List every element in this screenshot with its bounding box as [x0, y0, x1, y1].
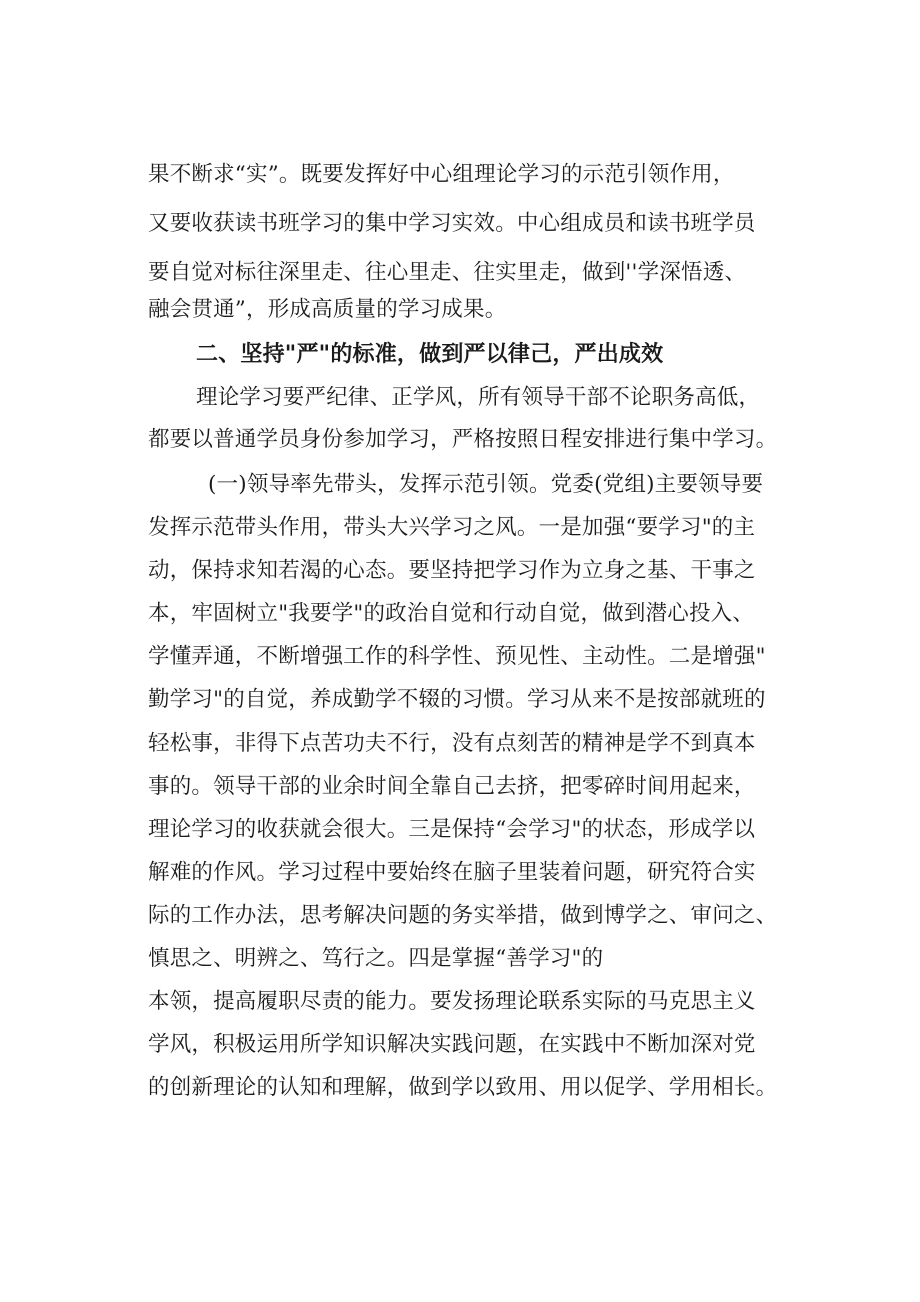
paragraph-3-line-5: 学懂弄通，不断增强工作的科学性、预见性、主动性。二是增强" [148, 644, 766, 669]
paragraph-3-line-8: 事的。领导干部的业余时间全靠自己去挤，把零碎时间用起来， [148, 774, 756, 799]
paragraph-3-line-2: 发挥示范带头作用，带头大兴学习之风。一是加强“要学习"的主 [148, 515, 756, 540]
paragraph-4-line-2: 学风，积极运用所学知识解决实践问题，在实践中不断加深对党 [148, 1032, 756, 1057]
paragraph-3-line-10: 解难的作风。学习过程中要始终在脑子里装着问题，研究符合实 [148, 860, 756, 885]
paragraph-3-line-7: 轻松事，非得下点苦功夫不行，没有点刻苦的精神是学不到真本 [148, 731, 756, 756]
section-heading: 二、坚持"严"的标准，做到严以律己，严出成效 [196, 342, 664, 367]
paragraph-4-line-3: 的创新理论的认知和理解，做到学以致用、用以促学、学用相长。 [148, 1075, 778, 1100]
paragraph-1-line-4: 融会贯通”，形成高质量的学习成果。 [148, 297, 507, 322]
paragraph-3-line-1: (一)领导率先带头，发挥示范引领。党委(党组)主要领导要 [208, 472, 764, 497]
paragraph-1-line-2: 又要收获读书班学习的集中学习实效。中心组成员和读书班学员 [148, 211, 756, 236]
paragraph-3-line-11: 际的工作办法，思考解决问题的务实举措，做到博学之、审问之、 [148, 903, 778, 928]
paragraph-1-line-1: 果不断求“实”。既要发挥好中心组理论学习的示范引领作用， [148, 162, 735, 187]
paragraph-3-line-3: 动，保持求知若渴的心态。要坚持把学习作为立身之基、干事之 [148, 558, 756, 583]
paragraph-3-line-4: 本，牢固树立"我要学"的政治自觉和行动自觉，做到潜心投入、 [148, 601, 755, 626]
paragraph-3-line-6: 勤学习"的自觉，养成勤学不辍的习惯。学习从来不是按部就班的 [148, 687, 766, 712]
paragraph-4-line-1: 本领，提高履职尽责的能力。要发扬理论联系实际的马克思主义 [148, 989, 756, 1014]
paragraph-3-line-9: 理论学习的收获就会很大。三是保持“会学习"的状态，形成学以 [148, 817, 756, 842]
paragraph-2-line-2: 都要以普通学员身份参加学习，严格按照日程安排进行集中学习。 [148, 427, 778, 452]
paragraph-1-line-3: 要自觉对标往深里走、往心里走、往实里走，做到''学深悟透、 [148, 260, 747, 285]
paragraph-2-line-1: 理论学习要严纪律、正学风，所有领导干部不论职务高低， [196, 385, 761, 410]
paragraph-3-line-12: 慎思之、明辨之、笃行之。四是掌握“善学习"的 [148, 946, 604, 971]
